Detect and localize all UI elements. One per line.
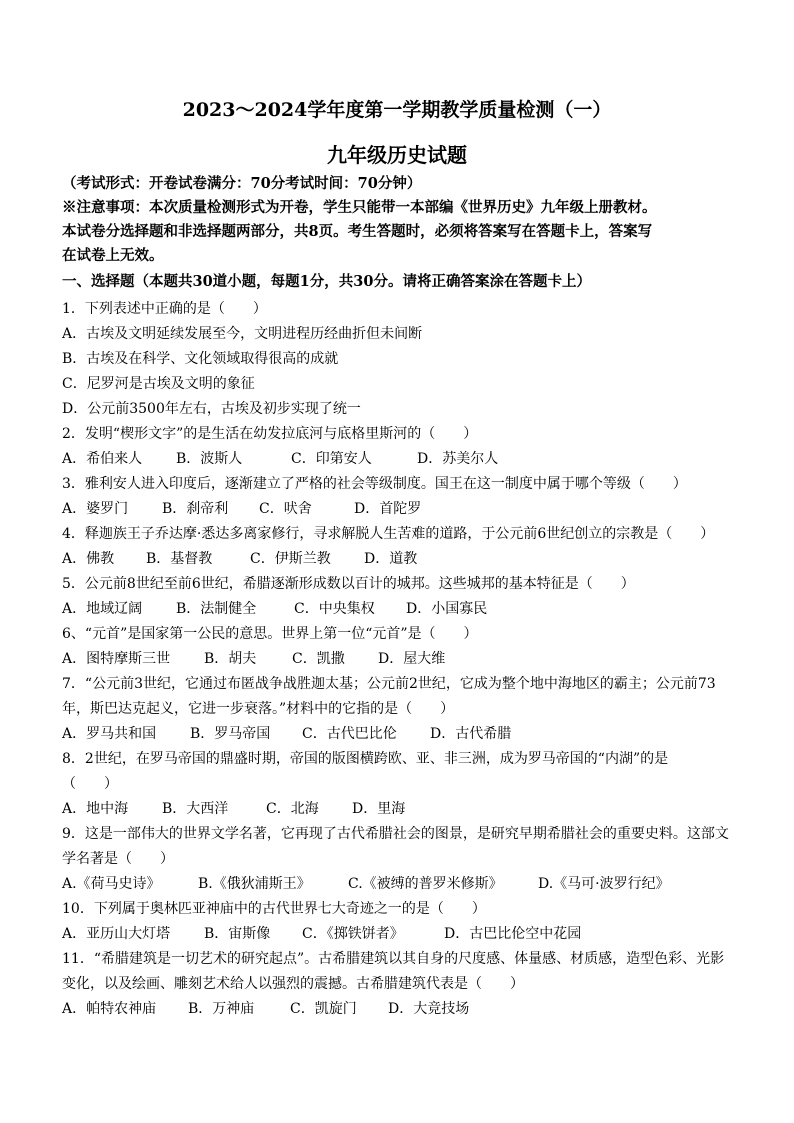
question-1-option-c: C．尼罗河是古埃及文明的象征 (62, 376, 255, 392)
question-6-stem: 6、“元首”是国家第一公民的意思。世界上第一位“元首”是（ ） (62, 626, 478, 642)
notice-line-2: 本试卷分选择题和非选择题两部分，共8页。考生答题时，必须将答案写在答题卡上，答案写 (62, 223, 653, 240)
question-10-option-d: D．古巴比伦空中花园 (444, 926, 582, 942)
question-4-stem: 4．释迦族王子乔达摩·悉达多离家修行，寻求解脱人生苦难的道路，于公元前6世纪创立的宗教是（ ） (62, 526, 715, 542)
question-5-option-b: B．法制健全 (176, 601, 257, 617)
question-6-options (62, 650, 445, 668)
question-5-options (62, 600, 487, 618)
section-heading: 一、选择题（本题共30道小题，每题1分，共30分。请将正确答案涂在答题卡上） (62, 273, 591, 290)
question-1-option-d: D．公元前3500年左右，古埃及初步实现了统一 (62, 401, 361, 417)
question-7-option-c: C．古代巴比伦 (302, 726, 397, 742)
question-3-option-b: B．刹帝利 (162, 501, 229, 517)
question-3-option-a: A．婆罗门 (62, 501, 129, 517)
question-9-stem-line-2: 学名著是（ ） (62, 851, 174, 867)
question-9-option-b: B.《俄狄浦斯王》 (198, 876, 311, 892)
question-3-option-d: D．首陀罗 (354, 501, 422, 517)
question-8-option-d: D．里海 (352, 801, 406, 817)
question-9-option-a: A.《荷马史诗》 (62, 876, 161, 892)
page-title: 2023～2024学年度第一学期教学质量检测（一） (182, 99, 612, 121)
question-2-stem: 2．发明“楔形文字”的是生活在幼发拉底河与底格里斯河的（ ） (62, 426, 478, 442)
question-8-option-b: B．大西洋 (162, 801, 229, 817)
question-3-options (62, 500, 421, 518)
question-7-stem-line-1: 7．“公元前3世纪，它通过布匿战争战胜迦太基；公元前2世纪，它成为整个地中海地区的霸主；公元前73 (62, 676, 716, 692)
notice-line-3: 在试卷上无效。 (62, 247, 164, 264)
question-3-stem: 3．雅利安人进入印度后，逐渐建立了严格的社会等级制度。国王在这一制度中属于哪个等级（ ） (62, 476, 687, 492)
question-11-option-b: B．万神庙 (188, 1001, 255, 1017)
question-2-option-d: D．苏美尔人 (417, 451, 499, 467)
question-5-option-c: C．中央集权 (294, 601, 375, 617)
question-9-options (62, 875, 670, 893)
question-1-option-a: A．古埃及文明延续发展至今，文明进程历经曲折但未间断 (62, 326, 423, 342)
question-10-option-c: C．《掷铁饼者》 (302, 926, 404, 942)
question-6-option-c: C．凯撒 (292, 651, 345, 667)
question-11-stem-line-2: 变化，以及绘画、雕刻艺术给人以强烈的震撼。古希腊建筑代表是（ ） (62, 976, 524, 992)
question-7-stem-line-2: 年，斯巴达克起义，它进一步衰落。”材料中的它指的是（ ） (62, 701, 455, 717)
question-7-options (62, 725, 511, 743)
question-9-option-d: D.《马可·波罗行纪》 (538, 876, 670, 892)
notice-line-1: ※注意事项：本次质量检测形式为开卷，学生只能带一本部编《世界历史》九年级上册教材。 (62, 199, 657, 216)
question-7-option-a: A．罗马共和国 (62, 726, 157, 742)
question-9-stem-line-1: 9．这是一部伟大的世界文学名著，它再现了古代希腊社会的图景，是研究早期希腊社会的重要史料。这部文 (62, 826, 729, 842)
question-7-option-b: B．罗马帝国 (190, 726, 271, 742)
question-2-option-c: C．印第安人 (291, 451, 372, 467)
question-3-option-c: C．吠舍 (259, 501, 312, 517)
question-2-option-a: A．希伯来人 (62, 451, 143, 467)
question-8-stem-line-2: （ ） (62, 776, 118, 792)
question-4-option-d: D．道教 (364, 551, 418, 567)
question-4-options (62, 550, 417, 568)
question-6-option-d: D．屋大维 (378, 651, 446, 667)
question-5-option-a: A．地域辽阔 (62, 601, 143, 617)
question-10-stem: 10．下列属于奥林匹亚神庙中的古代世界七大奇迹之一的是（ ） (62, 901, 486, 917)
question-8-option-a: A．地中海 (62, 801, 129, 817)
question-8-stem-line-1: 8．2世纪，在罗马帝国的鼎盛时期，帝国的版图横跨欧、亚、非三洲，成为罗马帝国的“内湖”的是 (62, 751, 669, 767)
exam-format: （考试形式：开卷试卷满分：70分考试时间：70分钟） (62, 175, 422, 192)
question-1-option-b: B．古埃及在科学、文化领域取得很高的成就 (62, 351, 339, 367)
question-2-option-b: B．波斯人 (176, 451, 243, 467)
question-2-options (62, 450, 498, 468)
question-8-options (62, 800, 405, 818)
question-4-option-c: C．伊斯兰教 (250, 551, 331, 567)
question-10-options (62, 925, 581, 943)
question-4-option-b: B．基督教 (146, 551, 213, 567)
question-9-option-c: C.《被缚的普罗米修斯》 (348, 876, 503, 892)
question-10-option-b: B．宙斯像 (204, 926, 271, 942)
question-11-stem-line-1: 11．“希腊建筑是一切艺术的研究起点”。古希腊建筑以其自身的尺度感、体量感、材质感，造型色彩、光影 (62, 951, 725, 967)
question-11-option-c: C．凯旋门 (290, 1001, 357, 1017)
page-subtitle: 九年级历史试题 (327, 143, 467, 167)
question-7-option-d: D．古代希腊 (430, 726, 512, 742)
question-8-option-c: C．北海 (266, 801, 319, 817)
question-10-option-a: A．亚历山大灯塔 (62, 926, 171, 942)
question-1-stem: 1．下列表述中正确的是（ ） (62, 301, 267, 317)
question-6-option-b: B．胡夫 (204, 651, 257, 667)
question-11-options (62, 1000, 469, 1018)
question-5-stem: 5．公元前8世纪至前6世纪，希腊逐渐形成数以百计的城邦。这些城邦的基本特征是（ ） (62, 576, 635, 592)
question-11-option-a: A．帕特农神庙 (62, 1001, 157, 1017)
question-11-option-d: D．大竞技场 (388, 1001, 470, 1017)
question-6-option-a: A．图特摩斯三世 (62, 651, 171, 667)
question-5-option-d: D．小国寡民 (406, 601, 488, 617)
question-4-option-a: A．佛教 (62, 551, 115, 567)
